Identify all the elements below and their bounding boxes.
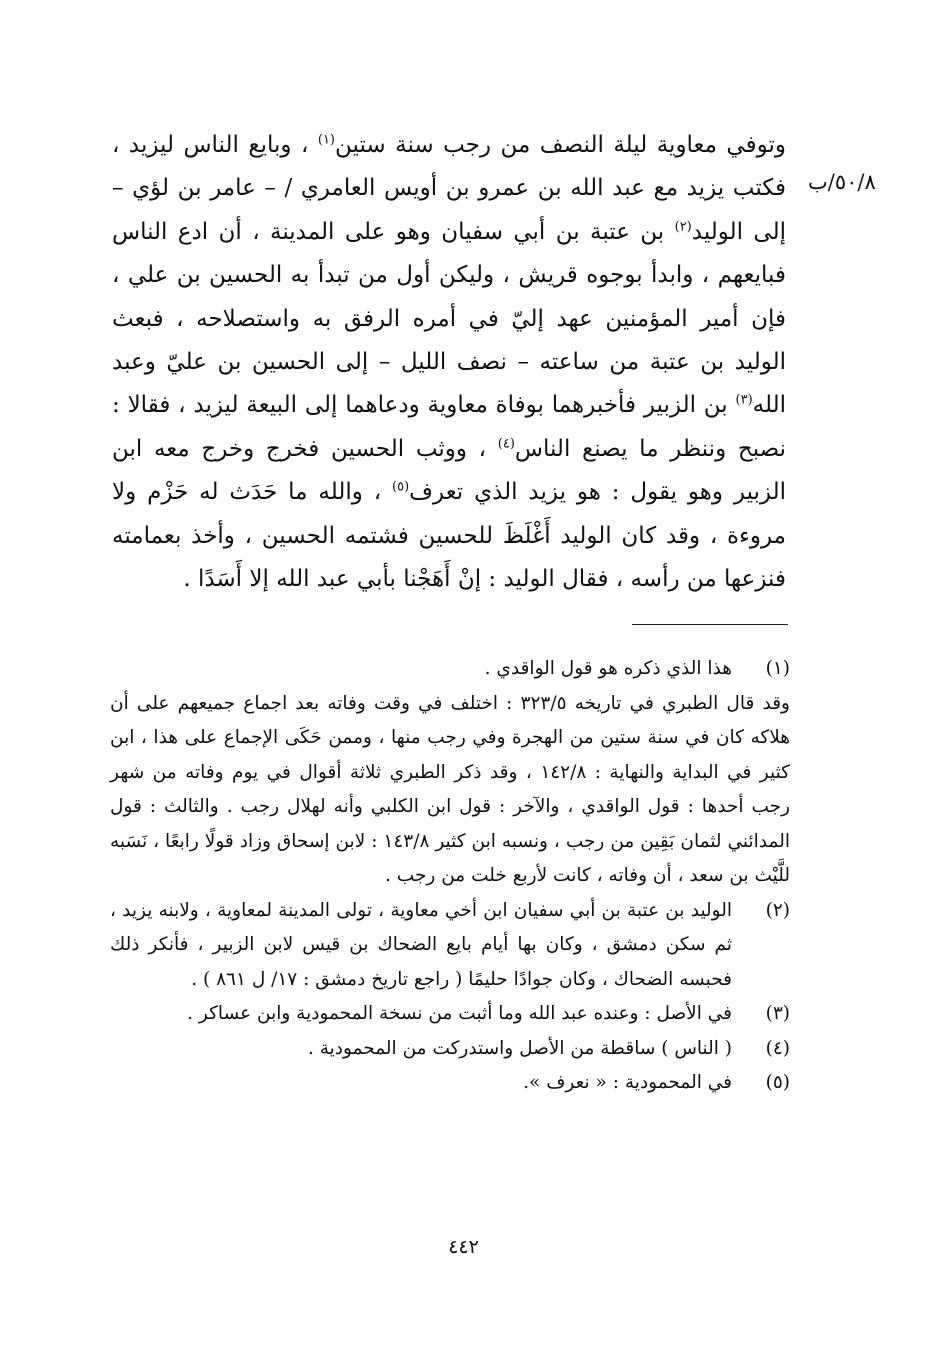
main-text-block	[112, 124, 786, 601]
page-number: ٤٤٢	[448, 1236, 479, 1258]
footnote-line: هذا الذي ذكره هو قول الواقدي .	[484, 658, 732, 679]
footnote-number: (٤)	[765, 1037, 790, 1059]
footnote-body	[110, 1066, 732, 1101]
footnote-separator	[632, 624, 788, 625]
footnote-ref-4[interactable]: (٤)	[497, 436, 515, 452]
footnotes-section	[110, 652, 790, 1101]
footnote-4	[110, 1032, 790, 1067]
footnote-line: الوليد بن عتبة بن أبي سفيان ابن أخي معاوية ، تولى المدينة لمعاوية ، ولابنه يزيد ، ثم سكن دمشق ، وكان بها أيام بايع الضحاك بن قيس لابن الزبير ، فأنكر ذلك فحبسه الضحاك ، وكان جوادًا حليمًا ( راجع تاريخ دمشق : ١٧/ ل ٨٦١ ) .	[110, 899, 732, 990]
text-segment: ، والله ما حَدَث له حَزْم ولا مروءة ، وقد كان الوليد أَغْلَظَ للحسين فشتمه الحسين ، وأخذ بعمامته فنزعها من رأسه ، فقال الوليد : إنْ أَهَجْنا بأبي عبد الله إلا أَسَدًا .	[112, 479, 786, 593]
footnote-line: وقد قال الطبري في تاريخه ٣٢٣/٥ : اختلف في وقت وفاته بعد اجماع جميعهم على أن هلاكه كان في سنة ستين من الهجرة وفي رجب منها ، وممن حَكَى الإجماع على هذا ، ابن كثير في البداية والنهاية : ١٤٢/٨ ، وقد ذكر الطبري ثلاثة أقوال في يوم وفاته من شهر رجب أحدها : قول الواقدي ، والآخر : قول ابن الكلبي وأنه لهلال رجب . والثالث : قول المدائني لثمان بَقِين من رجب ، ونسبه ابن كثير ١٤٣/٨ : لابن إسحاق وزاد قولًا رابعًا ، نَسَبه للَّيْث بن سعد ، أن وفاته ، كانت لأربع خلت من رجب .	[110, 692, 790, 886]
footnote-5	[110, 1066, 790, 1101]
manuscript-folio-marker: ٥٠/٨/ب	[808, 170, 876, 194]
footnote-2	[110, 894, 790, 998]
text-segment: بن الزبير فأخبرهما بوفاة معاوية ودعاهما إلى البيعة ليزيد ، فقالا : نصبح وننظر ما يصنع الناس	[112, 392, 786, 462]
footnote-3	[110, 997, 790, 1032]
footnote-ref-3[interactable]: (٣)	[735, 392, 753, 408]
text-segment: بن عتبة بن أبي سفيان وهو على المدينة ، أن ادع الناس فبايعهم ، وابدأ بوجوه قريش ، وليكن أول من تبدأ به الحسين بن علي ، فإن أمير المؤمنين عهد إليّ في أمره الرفق به واستصلاحه ، فبعث الوليد بن عتبة من ساعته – نصف الليل – إلى الحسين بن عليّ وعبد الله	[112, 218, 786, 419]
footnote-number: (٣)	[765, 1003, 790, 1024]
footnote-body	[110, 997, 732, 1032]
footnote-1	[110, 652, 790, 894]
text-segment: ، ووثب الحسين فخرج وخرج معه ابن الزبير وهو يقول : هو يزيد الذي تعرف	[112, 435, 786, 506]
footnote-ref-2[interactable]: (٢)	[674, 219, 692, 235]
footnote-body	[110, 894, 732, 998]
text-segment: ، وبايع الناس ليزيد ، فكتب يزيد مع عبد الله بن عمرو بن أويس العامري / – عامر بن لؤي – إلى الوليد	[112, 132, 787, 245]
footnote-number: (٢)	[765, 899, 790, 921]
footnote-body	[110, 1032, 732, 1067]
footnote-line: في الأصل : وعنده عبد الله وما أثبت من نسخة المحمودية وابن عساكر .	[187, 1003, 732, 1024]
text-segment: وتوفي معاوية ليلة النصف من رجب سنة ستين	[335, 132, 786, 158]
footnote-number: (٥)	[765, 1072, 790, 1093]
footnote-line: ( الناس ) ساقطة من الأصل واستدركت من المحمودية .	[307, 1037, 732, 1059]
footnote-ref-5[interactable]: (٥)	[392, 479, 410, 495]
footnote-body	[110, 652, 790, 894]
footnote-number: (١)	[765, 658, 790, 679]
footnote-line: في المحمودية : « نعرف ».	[523, 1072, 732, 1093]
main-paragraph	[112, 124, 786, 601]
footnote-ref-1[interactable]: (١)	[317, 132, 335, 148]
